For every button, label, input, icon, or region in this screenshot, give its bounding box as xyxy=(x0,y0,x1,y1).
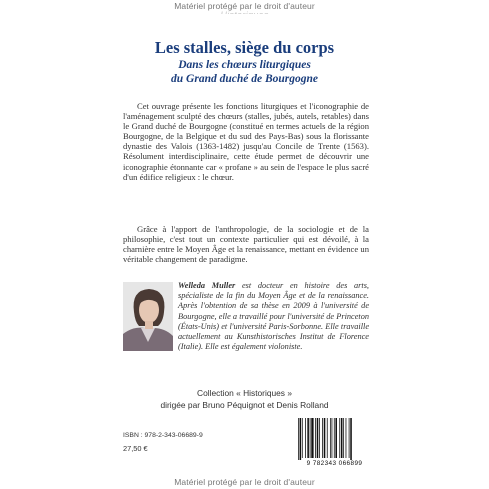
author-bio xyxy=(178,281,369,352)
book-subtitle-line1: Dans les chœurs liturgiques xyxy=(178,59,311,71)
author-name: Welleda Muller xyxy=(178,281,236,290)
barcode xyxy=(293,416,376,469)
back-cover xyxy=(100,14,389,474)
summary-paragraph-2: Grâce à l'apport de l'anthropologie, de la sociologie et de la philosophie, c'est tout un contexte particulier qui est dévoilé, à la charnière entre le Moyen Âge et la renaissance, mettant en évidence un véritable changement de paradigme. xyxy=(123,224,369,265)
collection-directors: dirigée par Bruno Péquignot et Denis Rolland xyxy=(160,400,329,410)
copyright-notice-top: Matériel protégé par le droit d'auteur xyxy=(174,1,315,11)
author-portrait-icon xyxy=(123,282,173,351)
author-bio-text: est docteur en histoire des arts, spécialiste de la fin du Moyen Âge et de la renaissance. Après l'obtention de sa thèse en 2009 à l'université de Bourgogne, elle a travaillé pour l'université de Princeton (États-Unis) et l'université Paris-Sorbonne. Elle travaille actuellement au Kunsthistorisches Institut de Florence (Italie). Elle est également violoniste. xyxy=(178,281,369,352)
copyright-notice-bottom: Matériel protégé par le droit d'auteur xyxy=(174,477,315,487)
author-photo xyxy=(123,282,173,351)
collection-name: Collection « Historiques » xyxy=(197,388,292,398)
book-subtitle-line2: du Grand duché de Bourgogne xyxy=(171,73,318,85)
price-label: 27,50 € xyxy=(123,444,148,453)
book-title: Les stalles, siège du corps xyxy=(154,38,335,57)
summary-paragraph-1: Cet ouvrage présente les fonctions liturgiques et l'iconographie de l'aménagement sculpté des chœurs (stalles, jubés, autels, retables) dans le Grand duché de Bourgogne (constitué en termes actuels de la région Bourgogne, de la Belgique et du sud des Pays-Bas) sous la florissante dynastie des Valois (1363-1482) jusqu'au Concile de Trente (1563). Résolument interdisciplinaire, cette étude permet de découvrir une iconographie étonnante car « profane » au sein de l'espace le plus sacré d'un édifice religieux : le chœur. xyxy=(123,101,369,182)
isbn-label: ISBN : 978-2-343-06689-9 xyxy=(123,432,203,439)
barcode-number: 9 782343 066899 xyxy=(306,460,363,467)
